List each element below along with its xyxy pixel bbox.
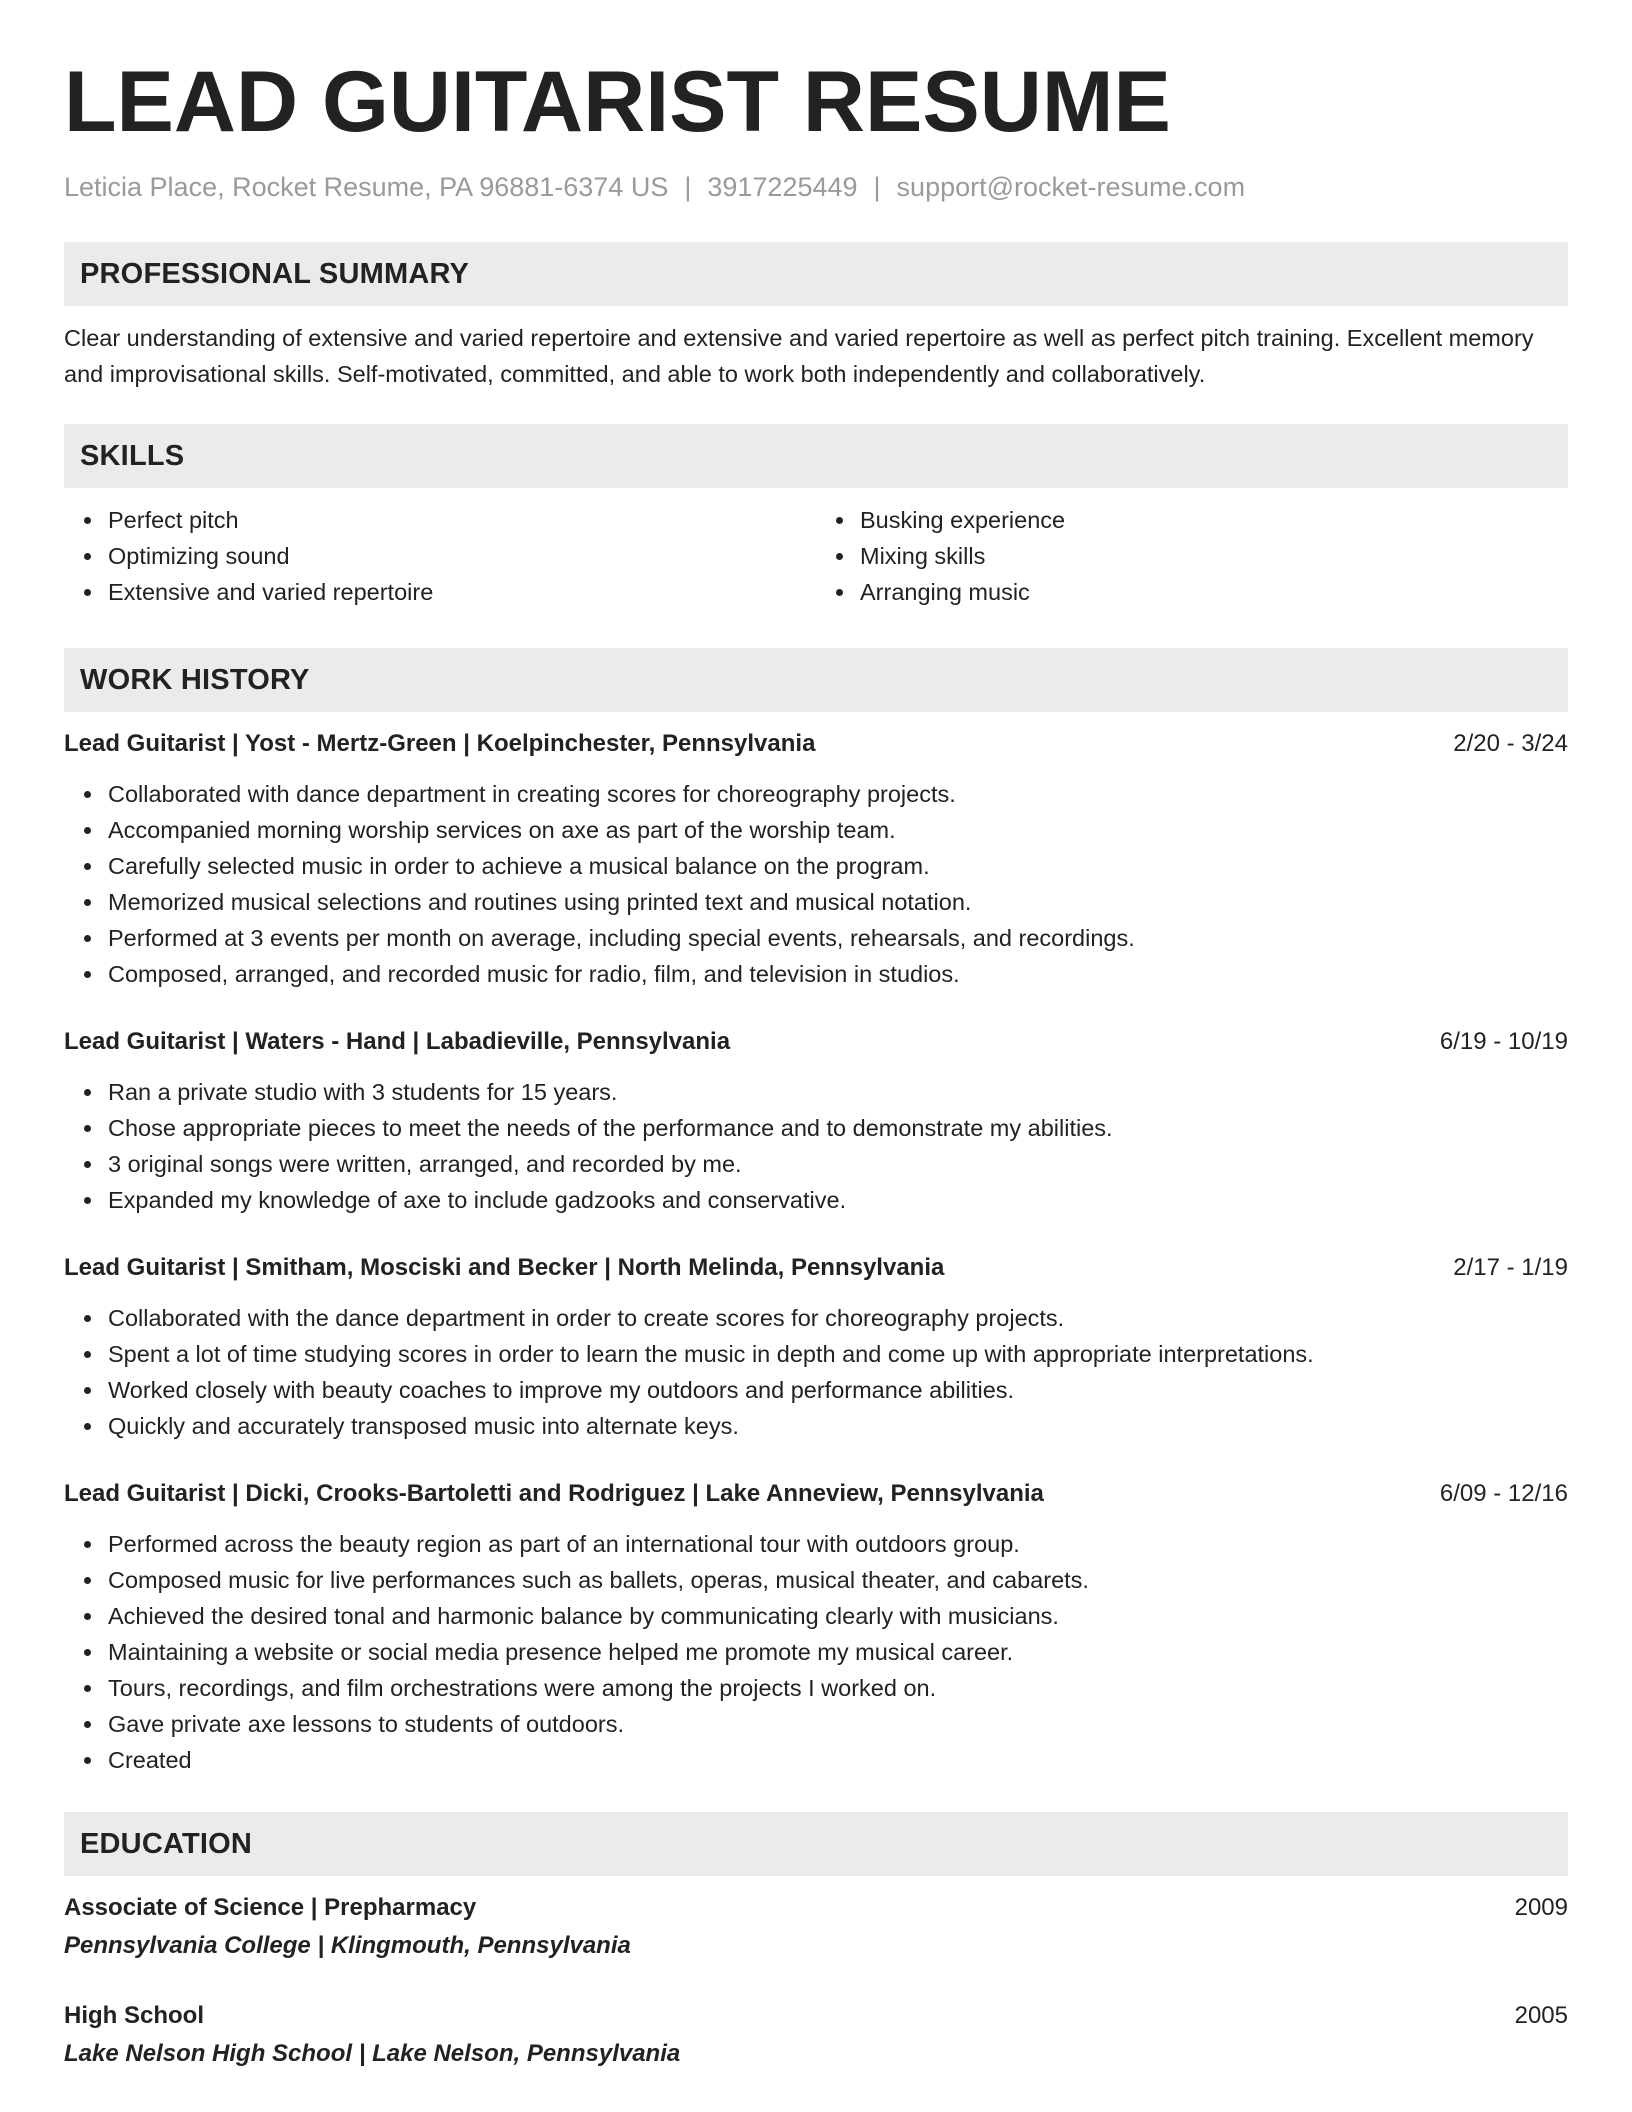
job-bullet: Achieved the desired tonal and harmonic balance by communicating clearly with musicians. xyxy=(108,1598,1568,1634)
job-bullet: Performed at 3 events per month on average, including special events, rehearsals, and recordings. xyxy=(108,920,1568,956)
contact-phone: 3917225449 xyxy=(707,172,858,202)
job-bullet: Worked closely with beauty coaches to improve my outdoors and performance abilities. xyxy=(108,1372,1568,1408)
job-bullet: Composed music for live performances such as ballets, operas, musical theater, and cabarets. xyxy=(108,1562,1568,1598)
skill-item: Extensive and varied repertoire xyxy=(108,574,816,610)
job-entry xyxy=(64,1476,1568,1778)
education-school: Pennsylvania College | Klingmouth, Pennsylvania xyxy=(64,1932,631,1959)
education-entry xyxy=(64,1998,1568,2072)
job-entry xyxy=(64,726,1568,992)
summary-heading: PROFESSIONAL SUMMARY xyxy=(64,242,1568,306)
skill-item: Optimizing sound xyxy=(108,538,816,574)
skills-column-left xyxy=(64,502,816,610)
job-bullet: Collaborated with dance department in creating scores for choreography projects. xyxy=(108,776,1568,812)
job-bullet: Memorized musical selections and routines using printed text and musical notation. xyxy=(108,884,1568,920)
job-bullets xyxy=(64,1526,1568,1778)
job-header xyxy=(64,1476,1568,1512)
job-bullet: 3 original songs were written, arranged, and recorded by me. xyxy=(108,1146,1568,1182)
education-header xyxy=(64,1890,1568,1926)
job-title: Lead Guitarist | Dicki, Crooks-Bartoletti and Rodriguez | Lake Anneview, Pennsylvania xyxy=(64,1480,1044,1507)
education-year: 2009 xyxy=(1514,1894,1568,1921)
job-bullet: Chose appropriate pieces to meet the needs of the performance and to demonstrate my abilities. xyxy=(108,1110,1568,1146)
contact-email: support@rocket-resume.com xyxy=(896,172,1246,202)
contact-line xyxy=(64,170,1568,204)
job-dates: 2/17 - 1/19 xyxy=(1453,1254,1568,1281)
job-header xyxy=(64,726,1568,762)
job-bullets xyxy=(64,1300,1568,1444)
job-entry xyxy=(64,1250,1568,1444)
work-history-heading: WORK HISTORY xyxy=(64,648,1568,712)
skills-column-right xyxy=(816,502,1568,610)
job-bullet: Composed, arranged, and recorded music for radio, film, and television in studios. xyxy=(108,956,1568,992)
job-bullets xyxy=(64,1074,1568,1218)
skill-item: Busking experience xyxy=(860,502,1568,538)
skill-item: Arranging music xyxy=(860,574,1568,610)
job-bullet: Maintaining a website or social media presence helped me promote my musical career. xyxy=(108,1634,1568,1670)
job-bullet: Carefully selected music in order to achieve a musical balance on the program. xyxy=(108,848,1568,884)
job-dates: 2/20 - 3/24 xyxy=(1453,730,1568,757)
education-year: 2005 xyxy=(1514,2002,1568,2029)
contact-separator: | xyxy=(873,172,881,202)
job-header xyxy=(64,1250,1568,1286)
skill-item: Perfect pitch xyxy=(108,502,816,538)
job-entry xyxy=(64,1024,1568,1218)
job-title: Lead Guitarist | Yost - Mertz-Green | Koelpinchester, Pennsylvania xyxy=(64,730,816,757)
contact-separator: | xyxy=(684,172,692,202)
job-title: Lead Guitarist | Waters - Hand | Labadieville, Pennsylvania xyxy=(64,1028,731,1055)
job-dates: 6/09 - 12/16 xyxy=(1439,1480,1568,1507)
education-degree: High School xyxy=(64,2002,204,2029)
summary-text: Clear understanding of extensive and varied repertoire and extensive and varied repertoire as well as perfect pitch training. Excellent memory and improvisational skills. Self-motivated, committed, and able to work both independently and collaboratively. xyxy=(64,325,1534,387)
education-school: Lake Nelson High School | Lake Nelson, Pennsylvania xyxy=(64,2040,681,2067)
job-bullet: Quickly and accurately transposed music into alternate keys. xyxy=(108,1408,1568,1444)
education-header xyxy=(64,1998,1568,2034)
contact-address: Leticia Place, Rocket Resume, PA 96881-6374 US xyxy=(64,172,669,202)
job-bullet: Gave private axe lessons to students of outdoors. xyxy=(108,1706,1568,1742)
education-degree: Associate of Science | Prepharmacy xyxy=(64,1894,477,1921)
job-bullet: Collaborated with the dance department in order to create scores for choreography projects. xyxy=(108,1300,1568,1336)
skill-item: Mixing skills xyxy=(860,538,1568,574)
resume-title: LEAD GUITARIST RESUME xyxy=(64,54,1171,150)
job-bullet: Performed across the beauty region as part of an international tour with outdoors group. xyxy=(108,1526,1568,1562)
job-bullet: Tours, recordings, and film orchestrations were among the projects I worked on. xyxy=(108,1670,1568,1706)
job-dates: 6/19 - 10/19 xyxy=(1439,1028,1568,1055)
skills-heading: SKILLS xyxy=(64,424,1568,488)
job-bullet: Accompanied morning worship services on axe as part of the worship team. xyxy=(108,812,1568,848)
job-bullet: Ran a private studio with 3 students for 15 years. xyxy=(108,1074,1568,1110)
job-title: Lead Guitarist | Smitham, Mosciski and Becker | North Melinda, Pennsylvania xyxy=(64,1254,945,1281)
education-heading: EDUCATION xyxy=(64,1812,1568,1876)
job-header xyxy=(64,1024,1568,1060)
job-bullet: Expanded my knowledge of axe to include gadzooks and conservative. xyxy=(108,1182,1568,1218)
skills-list xyxy=(64,502,1568,610)
job-bullets xyxy=(64,776,1568,992)
job-bullet: Created xyxy=(108,1742,1568,1778)
education-entry xyxy=(64,1890,1568,1964)
job-bullet: Spent a lot of time studying scores in order to learn the music in depth and come up with appropriate interpretations. xyxy=(108,1336,1568,1372)
